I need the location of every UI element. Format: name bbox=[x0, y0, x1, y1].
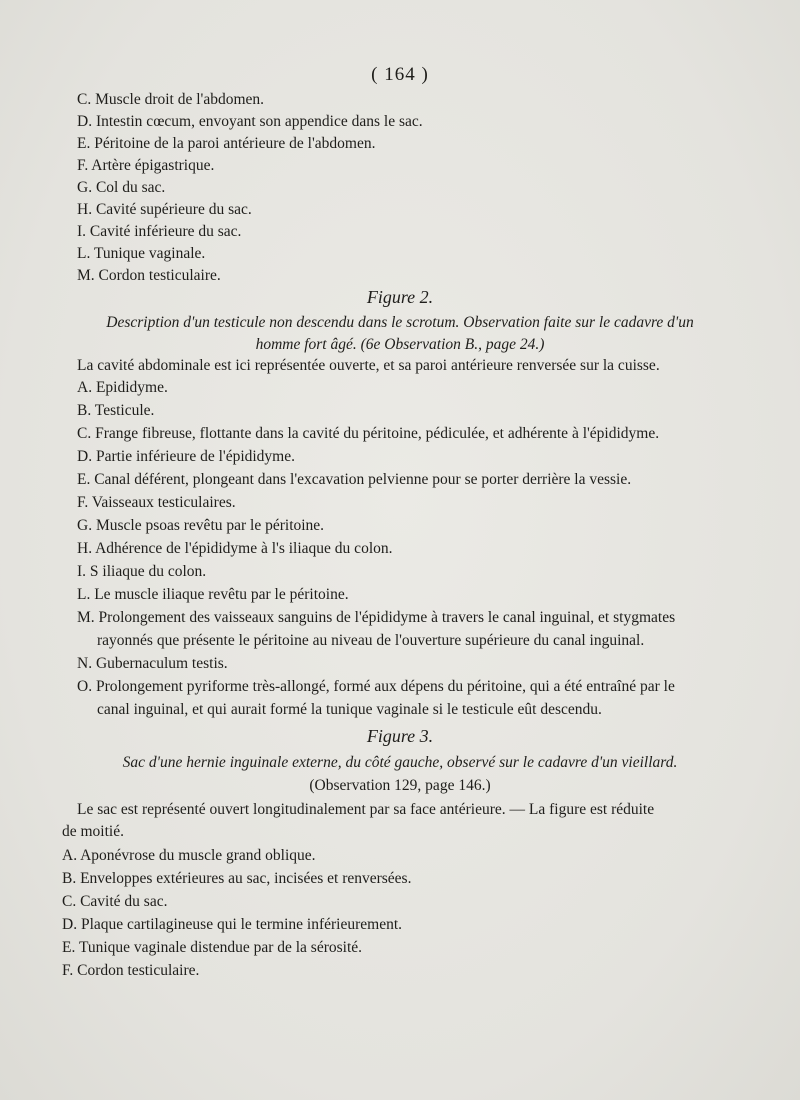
legend-item: I. S iliaque du colon. bbox=[77, 563, 207, 580]
legend-item: C. Muscle droit de l'abdomen. bbox=[77, 91, 265, 108]
legend-item: O. Prolongement pyriforme très-allongé, formé aux dépens du péritoine, qui a été entraîné par le bbox=[77, 678, 675, 695]
legend-item: N. Gubernaculum testis. bbox=[77, 655, 228, 672]
legend-item: D. Plaque cartilagineuse qui le termine inférieurement. bbox=[62, 916, 403, 933]
legend-item: G. Muscle psoas revêtu par le péritoine. bbox=[77, 517, 325, 534]
figure2-intro: La cavité abdominale est ici représentée ouverte, et sa paroi antérieure renversée sur la cuisse. bbox=[77, 357, 660, 374]
legend-item: M. Prolongement des vaisseaux sanguins de l'épididyme à travers le canal inguinal, et stygmates bbox=[77, 609, 676, 626]
figure3-caption: Figure 3. bbox=[366, 726, 434, 746]
legend-item: H. Cavité supérieure du sac. bbox=[77, 201, 252, 218]
legend-item: E. Péritoine de la paroi antérieure de l'abdomen. bbox=[77, 135, 376, 152]
figure2-caption: Figure 2. bbox=[366, 287, 434, 307]
legend-item: B. Enveloppes extérieures au sac, incisées et renversées. bbox=[62, 870, 412, 887]
legend-item: G. Col du sac. bbox=[77, 179, 166, 196]
figure2-subtitle-line1: Description d'un testicule non descendu dans le scrotum. Observation faite sur le cadavre d'un bbox=[106, 314, 694, 331]
figure3-subtitle-line1: Sac d'une hernie inguinale externe, du côté gauche, observé sur le cadavre d'un vieillard. bbox=[122, 754, 678, 771]
legend-item: M. Cordon testiculaire. bbox=[77, 267, 221, 284]
legend-item: L. Le muscle iliaque revêtu par le péritoine. bbox=[77, 586, 349, 603]
legend-item: L. Tunique vaginale. bbox=[77, 245, 206, 262]
legend-item: D. Intestin cœcum, envoyant son appendice dans le sac. bbox=[77, 113, 423, 130]
legend-item: E. Tunique vaginale distendue par de la sérosité. bbox=[62, 939, 363, 956]
legend-item: C. Frange fibreuse, flottante dans la cavité du péritoine, pédiculée, et adhérente à l'épididyme. bbox=[77, 425, 660, 442]
legend-item: E. Canal déférent, plongeant dans l'excavation pelvienne pour se porter derrière la vessie. bbox=[77, 471, 632, 488]
legend-item: F. Artère épigastrique. bbox=[77, 157, 215, 174]
legend-item: A. Epididyme. bbox=[77, 379, 168, 396]
page-number: ( 164 ) bbox=[371, 64, 429, 85]
figure3-intro-line1: Le sac est représenté ouvert longitudinalement par sa face antérieure. — La figure est réduite bbox=[77, 801, 655, 818]
legend-item-continuation: rayonnés que présente le péritoine au niveau de l'ouverture supérieure du canal inguinal. bbox=[97, 632, 645, 649]
legend-item-continuation: canal inguinal, et qui aurait formé la tunique vaginale si le testicule eût descendu. bbox=[97, 701, 602, 718]
legend-item: B. Testicule. bbox=[77, 402, 155, 419]
legend-item: I. Cavité inférieure du sac. bbox=[77, 223, 242, 240]
figure3-subtitle-line2: (Observation 129, page 146.) bbox=[309, 777, 491, 794]
legend-item: H. Adhérence de l'épididyme à l's iliaque du colon. bbox=[77, 540, 393, 557]
figure3-intro-line2: de moitié. bbox=[62, 823, 124, 840]
legend-item: F. Vaisseaux testiculaires. bbox=[77, 494, 236, 511]
legend-item: A. Aponévrose du muscle grand oblique. bbox=[62, 847, 316, 864]
legend-item: F. Cordon testiculaire. bbox=[62, 962, 200, 979]
legend-item: D. Partie inférieure de l'épididyme. bbox=[77, 448, 295, 465]
legend-item: C. Cavité du sac. bbox=[62, 893, 168, 910]
figure2-subtitle-line2: homme fort âgé. (6e Observation B., page 24.) bbox=[255, 336, 545, 353]
